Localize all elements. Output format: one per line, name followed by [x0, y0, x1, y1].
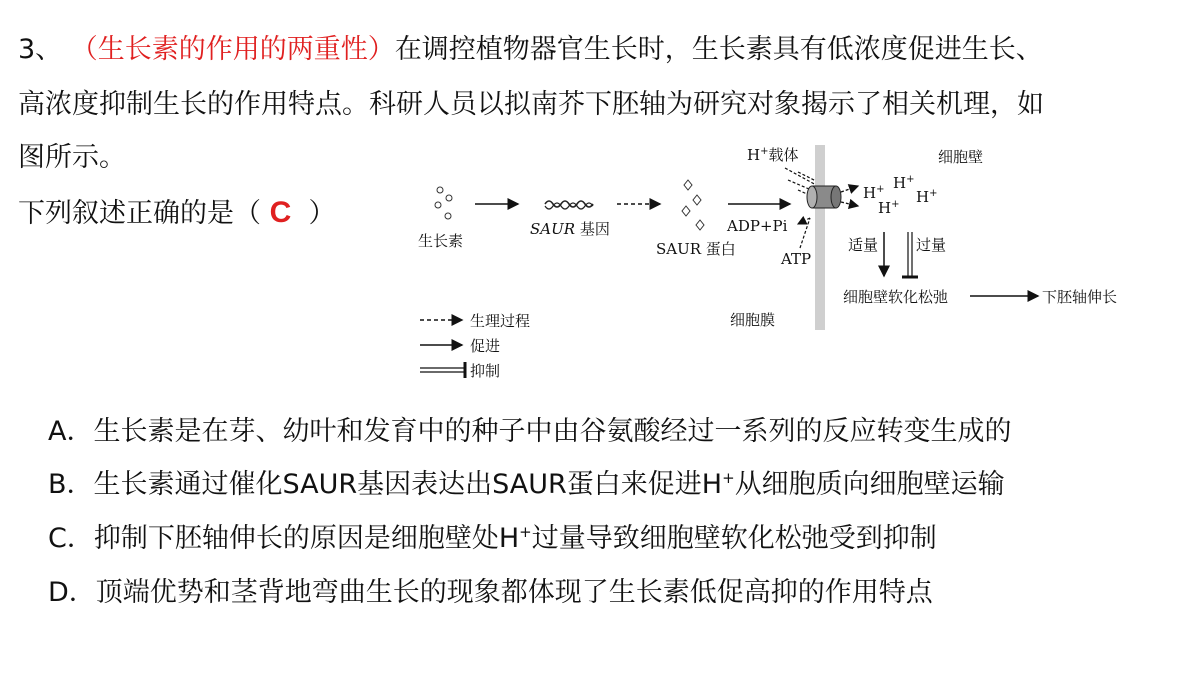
auxin-molecules-icon — [435, 187, 452, 219]
option-d[interactable] — [48, 573, 933, 613]
svg-text:H+: H+ — [893, 174, 915, 192]
legend — [420, 312, 530, 380]
question-prompt: 下列叙述正确的是（ — [18, 198, 261, 229]
option-c-text-post: 过量导致细胞壁软化松弛受到抑制 — [531, 523, 937, 554]
auxin-label: 生长素 — [418, 232, 464, 250]
question-prompt-close: ） — [308, 198, 336, 229]
cell-wall-label: 细胞壁 — [938, 148, 984, 166]
excess-label: 过量 — [916, 236, 947, 254]
adp-pi-label: ADP+Pi — [727, 217, 788, 235]
svg-text:H+: H+ — [878, 199, 900, 217]
hypocotyl-elongation-label: 下胚轴伸长 — [1042, 288, 1118, 306]
option-b-text-post: 从细胞质向细胞壁运输 — [734, 469, 1005, 500]
option-d-text: 顶端优势和茎背地弯曲生长的现象都体现了生长素低促高抑的作用特点 — [95, 577, 933, 608]
h-carrier-label: H+载体 — [747, 146, 799, 164]
svg-text:H+: H+ — [916, 188, 938, 206]
question-number: 3、 — [18, 34, 63, 65]
appropriate-label: 适量 — [848, 236, 879, 254]
option-a[interactable] — [48, 412, 1011, 452]
saur-protein-label: SAUR 蛋白 — [656, 240, 736, 258]
question-line-3 — [18, 138, 126, 178]
option-a-letter: A． — [48, 416, 94, 447]
svg-text:H+: H+ — [863, 184, 885, 202]
wall-loosening-label: 细胞壁软化松弛 — [843, 288, 949, 306]
option-c-letter: C． — [48, 523, 94, 554]
option-c-text-pre: 抑制下胚轴伸长的原因是细胞壁处H — [93, 523, 520, 554]
option-b-letter: B． — [48, 469, 94, 500]
question-stem-1: 在调控植物器官生长时，生长素具有低浓度促进生长、 — [394, 34, 1043, 65]
question-line-1 — [18, 30, 1043, 70]
atp-label: ATP — [781, 250, 812, 268]
question-stem-3: 图所示。 — [18, 142, 126, 173]
option-a-text: 生长素是在芽、幼叶和发育中的种子中由谷氨酸经过一系列的反应转变生成的 — [93, 416, 1012, 447]
option-c-sup: + — [519, 523, 532, 541]
answer-letter: C — [269, 196, 292, 229]
protons — [863, 174, 937, 217]
mechanism-diagram — [400, 140, 1160, 390]
legend-inhibit: 抑制 — [470, 362, 501, 380]
option-b-text-pre: 生长素通过催化SAUR基因表达出SAUR蛋白来促进H — [93, 469, 723, 500]
option-c[interactable] — [48, 519, 937, 559]
option-d-letter: D． — [48, 577, 96, 608]
option-b-sup: + — [722, 469, 735, 487]
question-topic: （生长素的作用的两重性） — [70, 34, 395, 65]
question-line-2 — [18, 85, 1044, 125]
question-stem-2: 高浓度抑制生长的作用特点。科研人员以拟南芥下胚轴为研究对象揭示了相关机理，如 — [18, 89, 1044, 120]
legend-promote: 促进 — [470, 337, 501, 355]
saur-protein-icon — [682, 180, 704, 230]
question-prompt-line — [18, 193, 335, 234]
h-carrier-icon — [807, 186, 841, 208]
cell-membrane — [815, 145, 825, 330]
option-b[interactable] — [48, 465, 1005, 505]
cell-membrane-label: 细胞膜 — [730, 311, 776, 329]
saur-gene-label: SAUR 基因 — [530, 220, 610, 238]
legend-process: 生理过程 — [470, 312, 531, 330]
